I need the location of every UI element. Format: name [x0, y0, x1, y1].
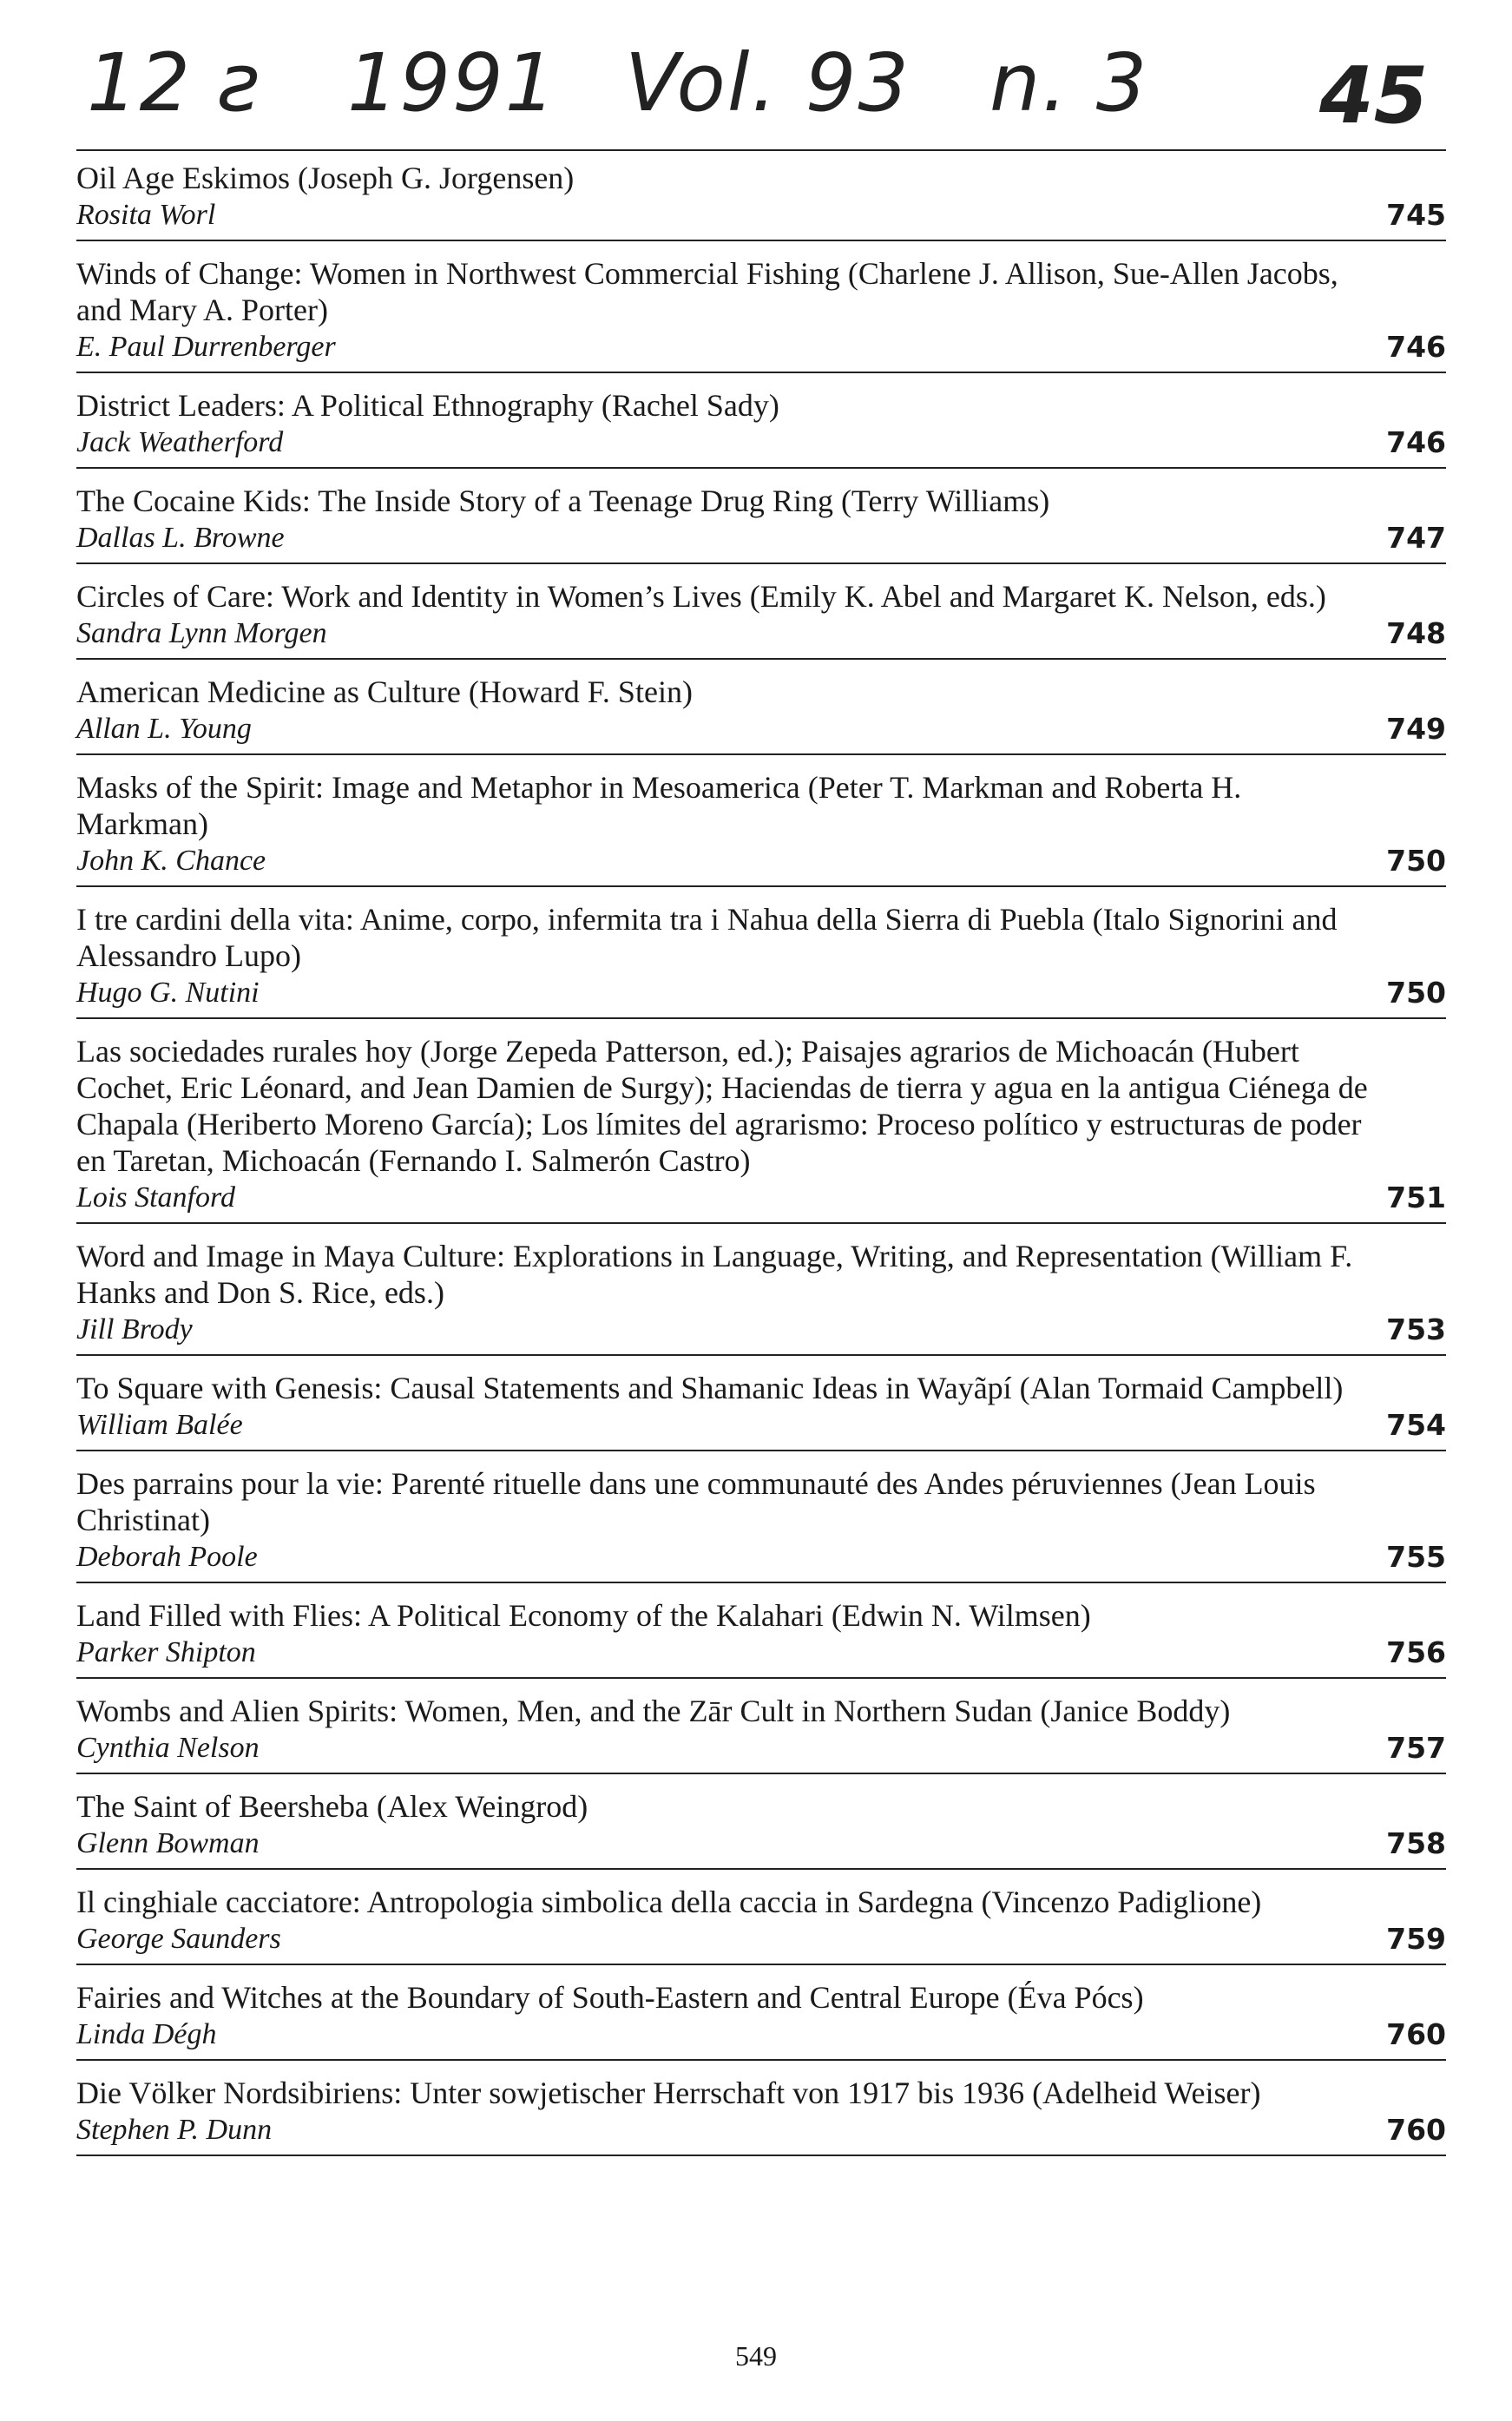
reviewer-row: [76, 196, 1446, 234]
reviewer-row: [76, 1179, 1446, 1217]
review-page-number: 758: [1386, 1826, 1446, 1860]
book-title: District Leaders: A Political Ethnography (Rachel Sady): [76, 388, 779, 423]
review-page-number: 757: [1386, 1731, 1446, 1765]
handwritten-corner-mark: 45: [1319, 50, 1429, 141]
reviewer-row: [76, 974, 1446, 1012]
reviewer-row: [76, 424, 1446, 462]
reviewer-row: [76, 615, 1446, 653]
reviewer-row: [76, 1311, 1446, 1349]
reviewer-row: [76, 2016, 1446, 2054]
reviewer-row: [76, 710, 1446, 748]
page-number: 549: [735, 2340, 777, 2372]
reviewer-row: [76, 328, 1446, 366]
reviewer-row: [76, 519, 1446, 557]
review-page-number: 748: [1386, 616, 1446, 650]
reviewer-name: Stephen P. Dunn: [76, 2114, 273, 2146]
book-title: Word and Image in Maya Culture: Explorations in Language, Writing, and Representation (William F. Hanks and Don S. Rice, eds.): [76, 1239, 1353, 1310]
handwritten-year: 1991: [347, 36, 558, 129]
book-title: Masks of the Spirit: Image and Metaphor in Mesoamerica (Peter T. Markman and Roberta H. Markman): [76, 770, 1242, 841]
review-entry: [76, 1229, 1446, 1356]
reviewer-row: [76, 1538, 1446, 1576]
review-entry: [76, 760, 1446, 887]
review-page-number: 750: [1386, 844, 1446, 878]
reviewer-row: [76, 1825, 1446, 1863]
review-entry: [76, 1684, 1446, 1774]
review-entry: [76, 247, 1446, 373]
reviewer-name: Sandra Lynn Morgen: [76, 617, 327, 649]
book-title: American Medicine as Culture (Howard F. Stein): [76, 674, 693, 709]
review-page-number: 745: [1386, 198, 1446, 232]
reviewer-name: Deborah Poole: [76, 1541, 258, 1573]
reviewer-name: Jack Weatherford: [76, 426, 284, 458]
reviewer-name: Cynthia Nelson: [76, 1732, 260, 1764]
reviewer-name: John K. Chance: [76, 845, 266, 877]
reviewer-row: [76, 1920, 1446, 1958]
book-title: Il cinghiale cacciatore: Antropologia simbolica della caccia in Sardegna (Vincenzo Padiglione): [76, 1885, 1262, 1919]
book-title: Winds of Change: Women in Northwest Commercial Fishing (Charlene J. Allison, Sue-Allen Jacobs, and Mary A. Porter): [76, 256, 1338, 327]
reviewer-name: Parker Shipton: [76, 1636, 256, 1668]
book-title: Die Völker Nordsibiriens: Unter sowjetischer Herrschaft von 1917 bis 1936 (Adelheid Weiser): [76, 2076, 1261, 2110]
book-title: Land Filled with Flies: A Political Economy of the Kalahari (Edwin N. Wilmsen): [76, 1598, 1091, 1633]
reviewer-name: Rosita Worl: [76, 199, 216, 231]
book-title: Fairies and Witches at the Boundary of South-Eastern and Central Europe (Éva Pócs): [76, 1980, 1144, 2015]
reviewer-row: [76, 1406, 1446, 1444]
review-entry: [76, 1970, 1446, 2061]
reviewer-row: [76, 1729, 1446, 1767]
review-page-number: 751: [1386, 1181, 1446, 1214]
review-page-number: 746: [1386, 330, 1446, 364]
handwritten-issue: n. 3: [989, 36, 1149, 129]
review-entry: [76, 1457, 1446, 1583]
reviewer-row: [76, 2111, 1446, 2149]
review-entry: [76, 569, 1446, 660]
reviewer-name: Dallas L. Browne: [76, 522, 285, 554]
book-title: Las sociedades rurales hoy (Jorge Zepeda Patterson, ed.); Paisajes agrarios de Michoacán (Hubert Cochet, Eric Léonard, and Jean Damien de Surgy); Haciendas de tierra y agua en la antigua Ciénega de Chapala (Heriberto Moreno García); Los límites del agrarismo: Proceso político y estructuras de poder en Taretan, Michoacán (Fernando I. Salmerón Castro): [76, 1034, 1368, 1178]
review-entry: [76, 474, 1446, 564]
reviewer-name: George Saunders: [76, 1923, 281, 1955]
reviewer-row: [76, 1634, 1446, 1672]
book-title: The Cocaine Kids: The Inside Story of a Teenage Drug Ring (Terry Williams): [76, 484, 1050, 518]
book-title: I tre cardini della vita: Anime, corpo, infermita tra i Nahua della Sierra di Puebla (Italo Signorini and Alessandro Lupo): [76, 902, 1338, 973]
book-title: To Square with Genesis: Causal Statements and Shamanic Ideas in Wayãpí (Alan Tormaid Campbell): [76, 1371, 1344, 1405]
handwritten-annotation: [87, 36, 1441, 129]
review-entry: [76, 1589, 1446, 1679]
reviewer-name: William Balée: [76, 1409, 243, 1441]
review-list: [76, 149, 1446, 2161]
review-entry: [76, 1875, 1446, 1965]
reviewer-name: Glenn Bowman: [76, 1827, 260, 1859]
review-entry: [76, 1361, 1446, 1451]
reviewer-name: Hugo G. Nutini: [76, 977, 260, 1009]
review-entry: [76, 2066, 1446, 2156]
review-page-number: 749: [1386, 712, 1446, 746]
handwritten-volume: Vol. 93: [625, 36, 910, 129]
review-entry: [76, 892, 1446, 1019]
reviewer-name: Allan L. Young: [76, 713, 252, 745]
reviewer-name: Lois Stanford: [76, 1181, 235, 1214]
book-title: Oil Age Eskimos (Joseph G. Jorgensen): [76, 161, 575, 195]
reviewer-name: E. Paul Durrenberger: [76, 331, 336, 363]
handwritten-catalog-number: 12 ƨ: [87, 36, 263, 129]
review-entry: [76, 1024, 1446, 1224]
book-title: The Saint of Beersheba (Alex Weingrod): [76, 1789, 588, 1824]
book-title: Des parrains pour la vie: Parenté rituelle dans une communauté des Andes péruviennes (Jean Louis Christinat): [76, 1466, 1316, 1537]
review-page-number: 750: [1386, 976, 1446, 1010]
review-page-number: 760: [1386, 2113, 1446, 2147]
review-entry: [76, 151, 1446, 241]
review-page-number: 746: [1386, 425, 1446, 459]
review-entry: [76, 1780, 1446, 1870]
review-page-number: 755: [1386, 1540, 1446, 1574]
book-title: Wombs and Alien Spirits: Women, Men, and the Zār Cult in Northern Sudan (Janice Boddy): [76, 1694, 1231, 1728]
review-page-number: 760: [1386, 2017, 1446, 2051]
review-page-number: 754: [1386, 1408, 1446, 1442]
book-title: Circles of Care: Work and Identity in Women’s Lives (Emily K. Abel and Margaret K. Nelson, eds.): [76, 579, 1326, 614]
reviewer-name: Linda Dégh: [76, 2018, 217, 2050]
review-page-number: 747: [1386, 521, 1446, 555]
reviewer-row: [76, 842, 1446, 880]
reviewer-name: Jill Brody: [76, 1313, 193, 1345]
review-entry: [76, 665, 1446, 755]
review-page-number: 759: [1386, 1922, 1446, 1956]
review-page-number: 756: [1386, 1635, 1446, 1669]
review-entry: [76, 378, 1446, 469]
review-page-number: 753: [1386, 1312, 1446, 1346]
